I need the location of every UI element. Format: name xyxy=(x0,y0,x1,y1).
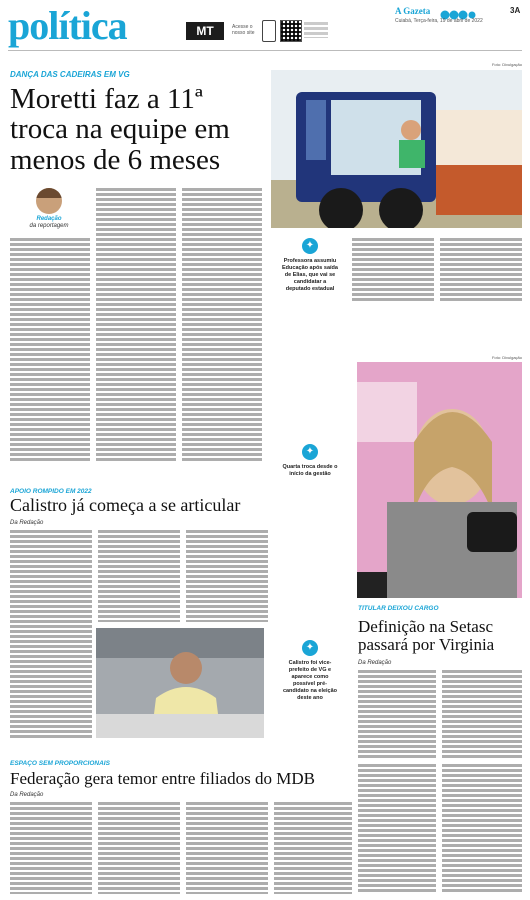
promo-fineprint xyxy=(304,22,328,38)
story1-column-5 xyxy=(440,238,522,302)
paper-brand: A Gazeta xyxy=(395,6,431,16)
story2-photo xyxy=(96,628,264,738)
quote1-text: Professora assumiu Educação após saída de Elias, que vai se candidatar a deputado estadual xyxy=(282,258,338,292)
quote-icon: ✦ xyxy=(302,238,318,254)
phone-icon xyxy=(262,20,276,42)
story2-column-2 xyxy=(98,530,180,622)
story1-column-3 xyxy=(182,188,262,463)
story1-photo xyxy=(271,70,522,228)
story1-column-2 xyxy=(96,188,176,463)
story4-column-1 xyxy=(10,802,92,894)
story2-kicker: APOIO ROMPIDO EM 2022 xyxy=(10,488,92,495)
story3-byline: Da Redação xyxy=(358,660,392,666)
photo-credit-2: Foto: Divulgação xyxy=(491,355,522,360)
masthead-rule xyxy=(8,50,522,51)
story1-kicker: DANÇA DAS CADEIRAS EM VG xyxy=(10,70,130,79)
section-title: política xyxy=(8,3,127,48)
author-avatar xyxy=(36,188,62,214)
story2-quote xyxy=(282,640,338,702)
author-name: Redação xyxy=(36,216,62,222)
author-role: da reportagem xyxy=(29,223,69,229)
quote-icon: ✦ xyxy=(302,444,318,460)
edition-date: Cuiabá, Terça-feira, 19 de abril de 2022 xyxy=(395,18,483,24)
story3-column-2 xyxy=(442,670,522,758)
quote2-text: Quarta troca desde o início da gestão xyxy=(282,464,338,477)
story2-byline: Da Redação xyxy=(10,520,44,526)
story2-column-3 xyxy=(186,530,268,622)
story4-headline: Federação gera temor entre filiados do MDB xyxy=(10,769,315,788)
story3-kicker: TITULAR DEIXOU CARGO xyxy=(358,605,439,612)
story4-kicker: ESPAÇO SEM PROPORCIONAIS xyxy=(10,760,110,767)
story4-column-3 xyxy=(186,802,268,894)
page-number: 3A xyxy=(510,6,521,15)
brand-logo-icon xyxy=(440,5,476,15)
story2-quote-text: Calistro foi vice-prefeito de VG e aparece como possível pré-candidato na eleição deste ano xyxy=(282,660,338,701)
story3-headline: Definição na Setasc passará por Virginia xyxy=(358,617,495,654)
story3-photo xyxy=(357,362,522,598)
mt-badge: MT xyxy=(186,22,224,40)
story1-column-1 xyxy=(10,238,90,463)
story4-column-5 xyxy=(358,764,436,894)
story4-column-4 xyxy=(274,802,352,894)
quote-icon: ✦ xyxy=(302,640,318,656)
story4-column-2 xyxy=(98,802,180,894)
story1-headline: Moretti faz a 11ª troca na equipe em menos de 6 meses xyxy=(10,83,230,176)
photo-credit: Foto: Divulgação xyxy=(491,62,522,67)
story3-column-1 xyxy=(358,670,436,758)
qr-code-icon xyxy=(280,20,302,42)
story2-headline: Calistro já começa a se articular xyxy=(10,495,241,515)
story4-byline: Da Redação xyxy=(10,792,44,798)
story2-column-1 xyxy=(10,530,92,740)
story4-column-6 xyxy=(442,764,522,894)
promo-text: Acesse o nosso site xyxy=(232,24,255,36)
story1-quote1 xyxy=(282,238,338,293)
story1-column-4 xyxy=(352,238,434,302)
story1-quote2 xyxy=(282,444,338,478)
